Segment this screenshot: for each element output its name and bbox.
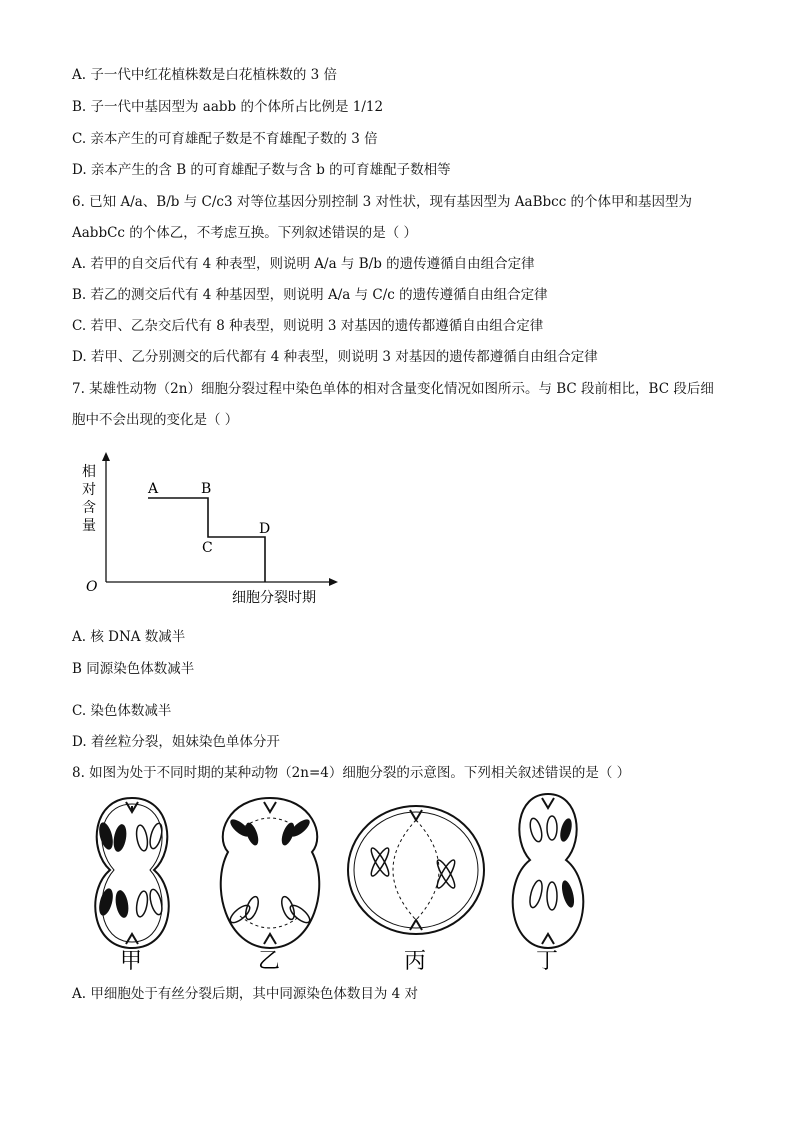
y-label-char-2: 对: [82, 482, 96, 498]
cell-label-bing: 丙: [404, 949, 427, 974]
cell-ding: [513, 794, 584, 948]
cell-yi: [221, 798, 320, 948]
q6-option-d: D. 若甲、乙分别测交的后代都有 4 种表型，则说明 3 对基因的遗传都遵循自由组合定律: [72, 349, 598, 365]
q6-stem-line2: AabbCc 的个体乙，不考虑互换。下列叙述错误的是（ ）: [72, 225, 418, 241]
cell-division-figures: [70, 790, 630, 974]
y-axis-arrow: [102, 452, 110, 461]
q7-stem-line1: 7. 某雄性动物（2n）细胞分裂过程中染色单体的相对含量变化情况如图所示。与 BC 段前相比，BC 段后细: [72, 381, 714, 397]
q7-option-c: C. 染色体数减半: [72, 703, 172, 719]
q5-option-b: B. 子一代中基因型为 aabb 的个体所占比例是 1/12: [72, 99, 384, 115]
point-b-label: B: [201, 481, 212, 497]
q6-option-c: C. 若甲、乙杂交后代有 8 种表型，则说明 3 对基因的遗传都遵循自由组合定律: [72, 318, 544, 334]
q6-option-a: A. 若甲的自交后代有 4 种表型，则说明 A/a 与 B/b 的遗传遵循自由组合定律: [72, 256, 535, 272]
q6-option-b: B. 若乙的测交后代有 4 种基因型，则说明 A/a 与 C/c 的遗传遵循自由组合定律: [72, 287, 548, 303]
chromatid-content-graph: [70, 448, 360, 610]
q8-option-a: A. 甲细胞处于有丝分裂后期，其中同源染色体数目为 4 对: [72, 986, 419, 1002]
x-axis-label: 细胞分裂时期: [232, 590, 316, 606]
cell-label-yi: 乙: [258, 949, 281, 974]
q7-option-b: B 同源染色体数减半: [72, 661, 195, 677]
cell-label-jia: 甲: [120, 949, 143, 974]
x-axis-arrow: [329, 578, 338, 586]
q5-option-c: C. 亲本产生的可育雄配子数是不育雄配子数的 3 倍: [72, 131, 378, 147]
cell-bing: [348, 806, 484, 934]
cell-jia: [95, 798, 168, 948]
cell-label-ding: 丁: [536, 949, 559, 974]
origin-label: O: [86, 579, 98, 595]
q6-stem-line1: 6. 已知 A/a、B/b 与 C/c3 对等位基因分别控制 3 对性状，现有基因型为 AaBbcc 的个体甲和基因型为: [72, 194, 693, 210]
q7-stem-line2: 胞中不会出现的变化是（ ）: [72, 412, 239, 428]
point-a-label: A: [148, 481, 159, 497]
q5-option-a: A. 子一代中红花植株数是白花植株数的 3 倍: [72, 67, 338, 83]
y-label-char-4: 量: [82, 518, 96, 534]
y-label-char-1: 相: [82, 464, 96, 480]
point-c-label: C: [202, 540, 213, 556]
q5-option-d: D. 亲本产生的含 B 的可育雄配子数与含 b 的可育雄配子数相等: [72, 162, 451, 178]
y-label-char-3: 含: [82, 500, 96, 516]
q7-option-a: A. 核 DNA 数减半: [72, 629, 186, 645]
q8-stem: 8. 如图为处于不同时期的某种动物（2n=4）细胞分裂的示意图。下列相关叙述错误的是（ ）: [72, 765, 631, 781]
point-d-label: D: [259, 521, 271, 537]
q7-option-d: D. 着丝粒分裂，姐妹染色单体分开: [72, 734, 280, 750]
